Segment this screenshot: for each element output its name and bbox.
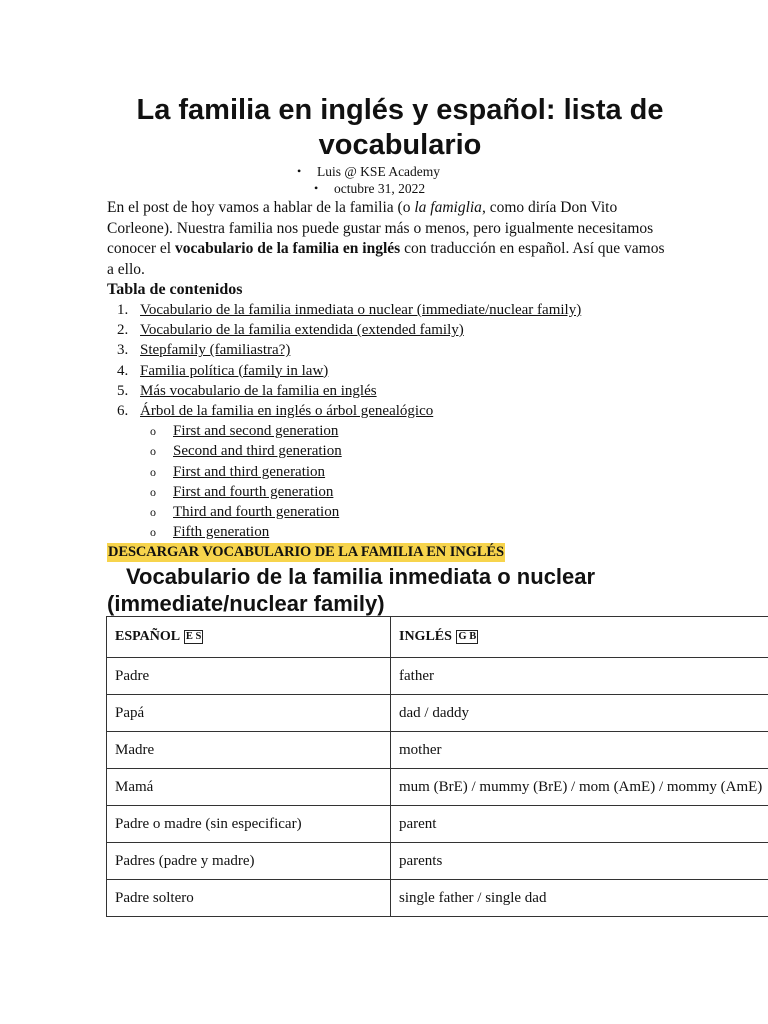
toc-sub-bullet: o	[150, 424, 156, 439]
cell-english: mum (BrE) / mummy (BrE) / mom (AmE) / mommy (AmE)	[391, 769, 768, 806]
toc-number: 2.	[117, 322, 129, 339]
header-english-label: INGLÉS	[399, 629, 452, 644]
vocabulary-table	[106, 616, 768, 917]
toc-link-second-third-generation[interactable]: Second and third generation	[173, 443, 342, 460]
toc-sub-bullet: o	[150, 464, 156, 479]
toc-item	[107, 340, 707, 360]
toc-subitem	[107, 462, 707, 482]
toc-link-family-tree[interactable]: Árbol de la familia en inglés o árbol genealógico	[140, 402, 434, 419]
intro-text-2: , como diría Don Vito Corleone). Nuestra familia nos puede gustar más o menos, pero igualmente necesitamos conocer el	[107, 199, 654, 257]
table-row	[107, 806, 768, 843]
toc-number: 5.	[117, 382, 129, 399]
table-header-row	[107, 617, 768, 658]
cell-english: parents	[391, 843, 768, 880]
cell-english: single father / single dad	[391, 880, 768, 917]
intro-text-3: con traducción en español. Así que vamos a ello.	[107, 240, 665, 278]
cell-spanish: Padres (padre y madre)	[107, 843, 391, 880]
section-heading	[107, 563, 727, 617]
cell-english: father	[391, 658, 768, 695]
intro-text-1: En el post de hoy vamos a hablar de la familia (o	[107, 199, 415, 216]
toc-item	[107, 361, 707, 381]
table-row	[107, 695, 768, 732]
toc-heading: Tabla de contenidos	[107, 281, 243, 298]
toc-link-third-fourth-generation[interactable]: Third and fourth generation	[173, 503, 340, 520]
cell-spanish: Mamá	[107, 769, 391, 806]
post-date: • octubre 31, 2022	[0, 180, 768, 197]
table-row	[107, 658, 768, 695]
toc-link-first-second-generation[interactable]: First and second generation	[173, 423, 339, 440]
toc-item	[107, 381, 707, 401]
toc-sub-bullet: o	[150, 525, 156, 540]
header-spanish-label: ESPAÑOL	[115, 629, 180, 644]
cell-english: dad / daddy	[391, 695, 768, 732]
toc-link-extended-family[interactable]: Vocabulario de la familia extendida (extended family)	[140, 322, 464, 339]
table-of-contents	[107, 300, 707, 542]
header-english	[391, 617, 768, 658]
intro-paragraph	[107, 198, 667, 280]
cell-spanish: Padre o madre (sin especificar)	[107, 806, 391, 843]
toc-subitem	[107, 482, 707, 502]
uk-flag-icon: G B	[458, 631, 477, 642]
toc-number: 1.	[117, 302, 129, 318]
toc-sub-bullet: o	[150, 504, 156, 519]
table-row	[107, 732, 768, 769]
download-vocabulary-link[interactable]: DESCARGAR VOCABULARIO DE LA FAMILIA EN INGLÉS	[108, 544, 504, 560]
spain-flag-icon: E S	[185, 631, 202, 642]
cell-spanish: Papá	[107, 695, 391, 732]
author-link[interactable]: • Luis @ KSE Academy	[0, 163, 768, 180]
toc-link-first-fourth-generation[interactable]: First and fourth generation	[173, 483, 334, 500]
toc-link-more-vocabulary[interactable]: Más vocabulario de la familia en inglés	[140, 382, 377, 399]
cell-spanish: Padre	[107, 658, 391, 695]
intro-italic: la famiglia	[414, 199, 482, 216]
page-title: La familia en inglés y español: lista de vocabulario	[136, 94, 664, 161]
toc-item	[107, 401, 707, 421]
toc-link-first-third-generation[interactable]: First and third generation	[173, 463, 326, 480]
toc-link-family-in-law[interactable]: Familia política (family in law)	[140, 362, 329, 379]
toc-sub-bullet: o	[150, 444, 156, 459]
toc-subitem	[107, 522, 707, 542]
header-spanish	[107, 617, 391, 658]
toc-number: 3.	[117, 342, 129, 359]
toc-subitem	[107, 421, 707, 441]
toc-link-fifth-generation[interactable]: Fifth generation	[173, 524, 270, 541]
cell-spanish: Padre soltero	[107, 880, 391, 917]
cell-english: parent	[391, 806, 768, 843]
toc-subitem	[107, 502, 707, 522]
toc-link-stepfamily[interactable]: Stepfamily (familiastra?)	[140, 342, 291, 359]
table-row	[107, 880, 768, 917]
post-meta	[0, 163, 768, 197]
toc-number: 4.	[117, 362, 129, 379]
cell-english: mother	[391, 732, 768, 769]
cell-spanish: Madre	[107, 732, 391, 769]
toc-sub-bullet: o	[150, 484, 156, 499]
table-row	[107, 843, 768, 880]
toc-link-immediate-family[interactable]: Vocabulario de la familia inmediata o nuclear (immediate/nuclear family)	[140, 302, 582, 318]
section-heading-text: Vocabulario de la familia inmediata o nuclear (immediate/nuclear family)	[107, 564, 596, 616]
toc-subitem	[107, 441, 707, 461]
intro-bold: vocabulario de la familia en inglés	[175, 240, 401, 257]
toc-item	[107, 300, 707, 320]
toc-number: 6.	[117, 402, 129, 419]
toc-item	[107, 320, 707, 340]
table-row	[107, 769, 768, 806]
